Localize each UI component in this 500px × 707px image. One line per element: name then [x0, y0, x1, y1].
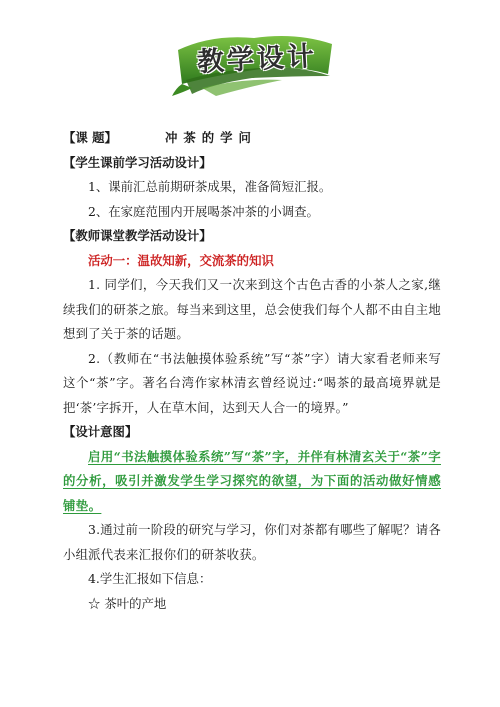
pre-class-item-2: 2、在家庭范围内开展喝茶冲茶的小调查。	[88, 203, 319, 219]
banner-title: 教学设计	[196, 40, 318, 79]
tea-origin-item: ☆ 茶叶的产地	[88, 595, 167, 611]
document-body	[63, 126, 441, 616]
in-class-heading: 【教师课堂教学活动设计】	[63, 228, 212, 243]
design-intent-heading: 【设计意图】	[63, 424, 138, 439]
paragraph-3: 3.通过前一阶段的研究与学习，你们对茶都有哪些了解呢？请各小组派代表来汇报你们的研茶收获。	[63, 522, 441, 562]
pre-class-item-1: 1、课前汇总前期研茶成果，准备简短汇报。	[88, 179, 332, 194]
pre-class-heading: 【学生课前学习活动设计】	[63, 154, 212, 170]
paragraph-4: 4.学生汇报如下信息：	[88, 571, 212, 586]
paragraph-1: 1. 同学们，今天我们又一次来到这个古色古香的小茶人之家,继续我们的研茶之旅。每当来到这里，总会使我们每个人都不由自主地想到了关于茶的话题。	[63, 277, 441, 341]
lesson-label: 【课 题】	[63, 130, 117, 145]
design-intent-text	[63, 445, 441, 519]
paragraph-2: 2.（教师在“书法触摸体验系统”写“茶”字）请大家看老师来写这个“茶”字。著名台湾作家林清玄曾经说过:“喝茶的最高境界就是把‘茶’字拆开，人在草木间，达到天人合一的境界。”	[63, 350, 441, 415]
activity-one-title: 活动一：温故知新，交流茶的知识	[88, 252, 274, 268]
lesson-row	[63, 126, 441, 151]
lesson-title: 冲茶的学问	[165, 130, 257, 145]
title-banner	[172, 30, 337, 100]
design-intent-underlined: 启用“书法触摸体验系统”写“茶”字，并伴有林清玄关于“茶”字的分析，吸引并激发学生学习探究的欲望，为下面的活动做好情感铺垫。	[63, 448, 441, 513]
